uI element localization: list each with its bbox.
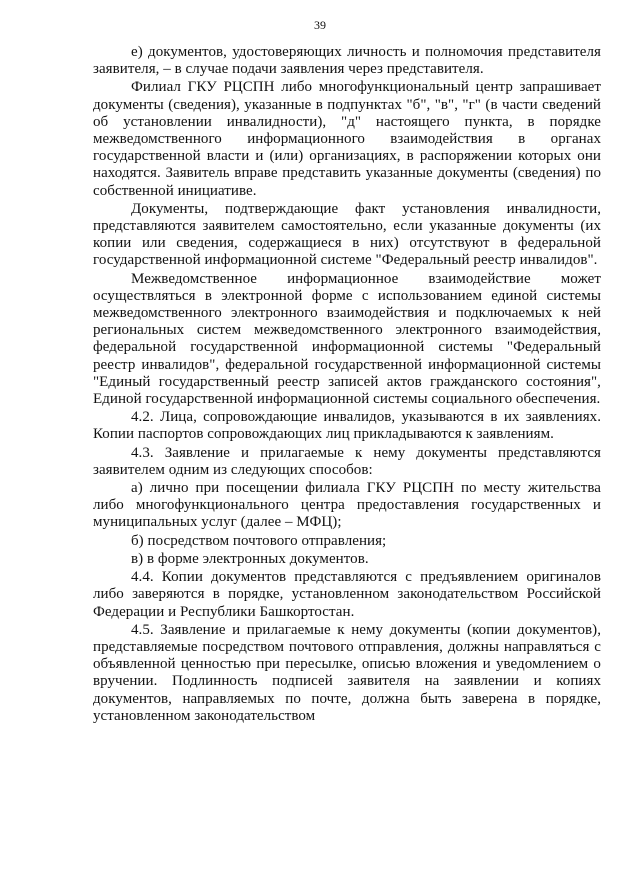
paragraph-4-4: 4.4. Копии документов представляются с предъявлением оригиналов либо заверяются в порядке, установленном законодательством Российской Федерации и Республики Башкортостан.	[93, 569, 601, 620]
document-body	[93, 44, 601, 725]
list-item-b-by-mail: б) посредством почтового отправления;	[131, 532, 387, 549]
paragraph-representative-documents: е) документов, удостоверяющих личность и полномочия представителя заявителя, – в случае подачи заявления через представителя.	[93, 44, 601, 78]
paragraph-interagency-request: Филиал ГКУ РЦСПН либо многофункциональный центр запрашивает документы (сведения), указанные в подпунктах "б", "в", "г" (в части сведений об установлении инвалидности), "д" настоящего пункта, в порядке межведомственного информационного взаимодействия в органах государственной власти и (или) организациях, в распоряжении которых они находятся. Заявитель вправе представить указанные документы (сведения) по собственной инициативе.	[93, 79, 601, 199]
list-item-c-electronic: в) в форме электронных документов.	[131, 550, 369, 567]
page-number: 39	[314, 18, 326, 32]
paragraph-disability-documents: Документы, подтверждающие факт установления инвалидности, представляются заявителем самостоятельно, если указанные документы (их копии или сведения, содержащиеся в них) отсутствуют в федеральной государственной информационной системе "Федеральный реестр инвалидов".	[93, 200, 601, 269]
paragraph-4-3: 4.3. Заявление и прилагаемые к нему документы представляются заявителем одним из следующих способов:	[93, 444, 601, 478]
list-item-a-in-person: а) лично при посещении филиала ГКУ РЦСПН по месту жительства либо многофункционального центра предоставления государственных и муниципальных услуг (далее – МФЦ);	[93, 480, 601, 531]
paragraph-electronic-interaction: Межведомственное информационное взаимодействие может осуществляться в электронной форме с использованием единой системы межведомственного электронного взаимодействия и подключаемых к ней региональных систем межведомственного электронного взаимодействия, федеральной государственной информационной системы "Федеральный реестр инвалидов", федеральной государственной информационной системы "Единый государственный реестр записей актов гражданского состояния", Единой государственной информационной системы социального обеспечения.	[93, 270, 601, 408]
paragraph-4-5: 4.5. Заявление и прилагаемые к нему документы (копии документов), представляемые посредством почтового отправления, должны направляться с объявленной ценностью при пересылке, описью вложения и уведомлением о вручении. Подлинность подписей заявителя на заявлении и копиях документов, направляемых по почте, должна быть заверена в порядке, установленном законодательством	[93, 621, 601, 724]
paragraph-4-2: 4.2. Лица, сопровождающие инвалидов, указываются в их заявлениях. Копии паспортов сопровождающих лиц прикладываются к заявлениям.	[93, 409, 601, 443]
